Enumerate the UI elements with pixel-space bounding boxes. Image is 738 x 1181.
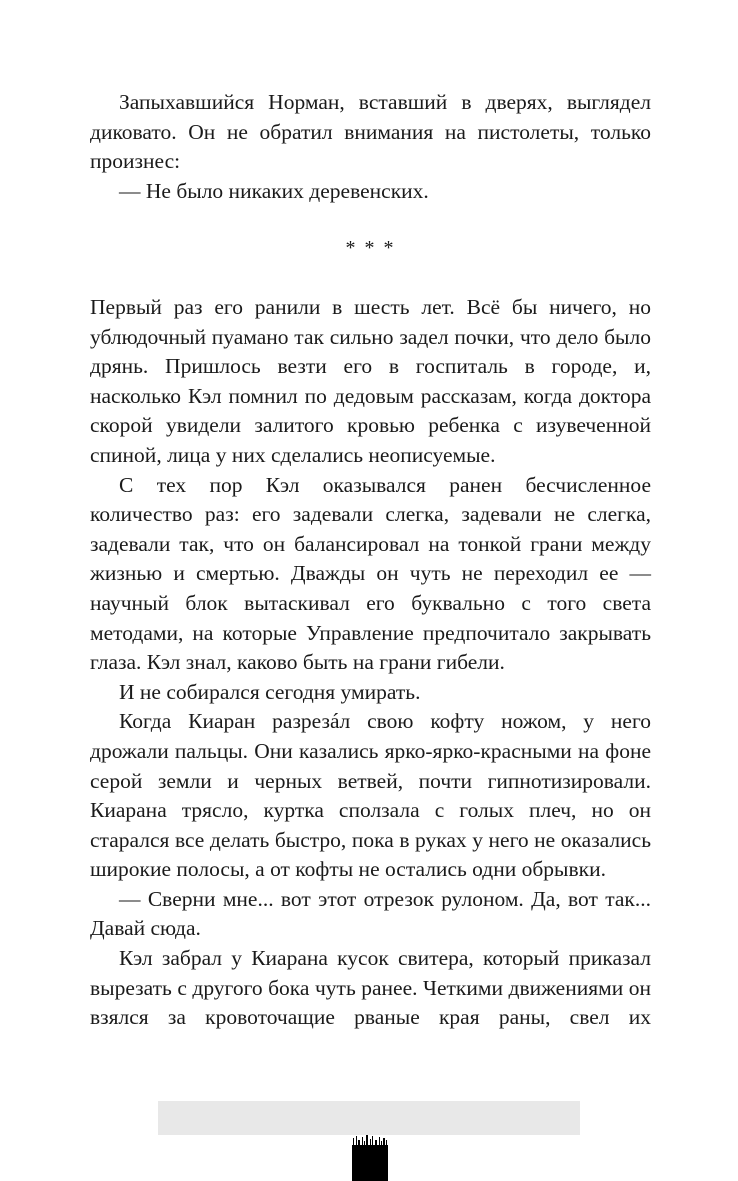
dialogue-line: — Сверни мне... вот этот отрезок рулоном. Да, вот так... Давай сюда. <box>90 886 651 941</box>
barcode-icon <box>352 1135 388 1181</box>
paragraph: Запыхавшийся Норман, вставший в дверях, выглядел диковато. Он не обратил внимания на пистолеты, только произнес: <box>90 90 651 174</box>
paragraph: Первый раз его ранили в шесть лет. Всё бы ничего, но ублюдочный пуамано так сильно задел почки, что дело было дрянь. Пришлось везти его в госпиталь в городе, и, насколько Кэл помнил по дедовым рассказам, когда доктора скорой увидели залитого кровью ребенка с изувеченной спиной, лица у них сделались неописуемые. <box>90 295 651 467</box>
paragraph: Когда Киаран разрезáл свою кофту ножом, у него дрожали пальцы. Они казались ярко-ярко-красными на фоне серой земли и черных ветвей, почти гипнотизировали. Киарана трясло, куртка сползала с голых плеч, но он старался все делать быстро, пока в руках у него не оказались широкие полосы, а от кофты не остались одни обрывки. <box>90 709 651 882</box>
text-section-2 <box>90 293 651 1033</box>
paragraph: С тех пор Кэл оказывался ранен бесчисленное количество раз: его задевали слегка, задевали не слегка, задевали так, что он балансировал на тонкой грани между жизнью и смертью. Дважды он чуть не переходил ее — научный блок вытаскивал его буквально с того света методами, на которые Управление предпочитало закрывать глаза. Кэл знал, каково быть на грани гибели. <box>90 472 651 675</box>
paragraph: И не собирался сегодня умирать. <box>119 679 421 704</box>
section-separator: * * * <box>345 237 396 259</box>
text-section-1 <box>90 88 651 206</box>
footer-bar <box>158 1101 580 1135</box>
paragraph: Кэл забрал у Киарана кусок свитера, который приказал вырезать с другого бока чуть ранее. Четкими движениями он взялся за кровоточащие рваные края раны, свел их <box>90 946 651 1030</box>
dialogue-line: — Не было никаких деревенских. <box>119 178 429 203</box>
